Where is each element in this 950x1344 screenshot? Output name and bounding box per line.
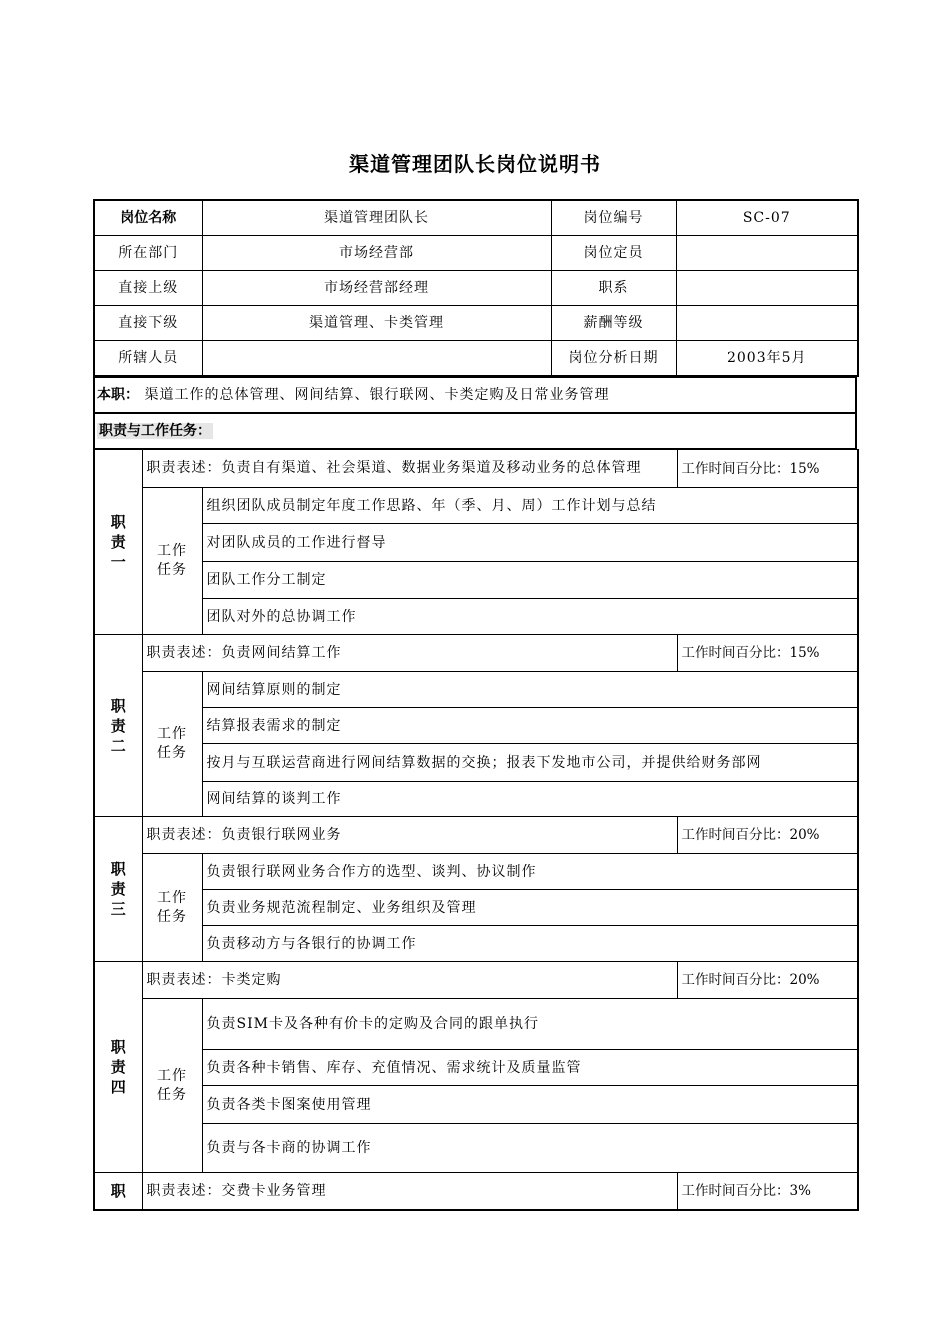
duty-3-description: 职责表述：负责银行联网业务 bbox=[142, 817, 677, 854]
value-staff bbox=[202, 341, 551, 377]
label-job-family: 职系 bbox=[551, 271, 676, 306]
main-role-table bbox=[93, 377, 857, 449]
duties-table bbox=[93, 449, 859, 1211]
duty-5-label: 职 bbox=[94, 1173, 142, 1210]
value-department: 市场经营部 bbox=[202, 236, 551, 271]
duty-1-label: 职 责 一 bbox=[94, 450, 142, 635]
value-analysis-date: 2003年5月 bbox=[676, 341, 858, 377]
duty-4-task-label: 工作 任务 bbox=[142, 999, 202, 1173]
label-salary-grade: 薪酬等级 bbox=[551, 306, 676, 341]
main-role-text: 渠道工作的总体管理、网间结算、银行联网、卡类定购及日常业务管理 bbox=[144, 387, 610, 403]
job-description-form bbox=[93, 199, 857, 1211]
duty-4-task-4: 负责与各卡商的协调工作 bbox=[202, 1124, 858, 1173]
page-title: 渠道管理团队长岗位说明书 bbox=[349, 152, 601, 176]
duty-3-task-3: 负责移动方与各银行的协调工作 bbox=[202, 926, 858, 962]
label-department: 所在部门 bbox=[94, 236, 202, 271]
duty-1-task-label: 工作 任务 bbox=[142, 488, 202, 635]
duty-2-task-2: 结算报表需求的制定 bbox=[202, 708, 858, 744]
duty-2-time-percent: 工作时间百分比：15% bbox=[677, 635, 858, 672]
duty-3-task-2: 负责业务规范流程制定、业务组织及管理 bbox=[202, 890, 858, 926]
duty-3-time-percent: 工作时间百分比：20% bbox=[677, 817, 858, 854]
value-direct-subordinate: 渠道管理、卡类管理 bbox=[202, 306, 551, 341]
duty-4-task-2: 负责各种卡销售、库存、充值情况、需求统计及质量监管 bbox=[202, 1050, 858, 1086]
label-position-name: 岗位名称 bbox=[94, 200, 202, 236]
duty-5-description: 职责表述：交费卡业务管理 bbox=[142, 1173, 677, 1210]
label-headcount: 岗位定员 bbox=[551, 236, 676, 271]
duty-1-task-1: 组织团队成员制定年度工作思路、年（季、月、周）工作计划与总结 bbox=[202, 488, 858, 524]
duty-1-time-percent: 工作时间百分比：15% bbox=[677, 450, 858, 488]
duty-5-time-percent: 工作时间百分比：3% bbox=[677, 1173, 858, 1210]
label-staff: 所辖人员 bbox=[94, 341, 202, 377]
label-direct-subordinate: 直接下级 bbox=[94, 306, 202, 341]
duty-2-description: 职责表述：负责网间结算工作 bbox=[142, 635, 677, 672]
value-salary-grade bbox=[676, 306, 858, 341]
duty-4-label: 职 责 四 bbox=[94, 962, 142, 1173]
duty-3-task-label: 工作 任务 bbox=[142, 854, 202, 962]
duty-4-description: 职责表述：卡类定购 bbox=[142, 962, 677, 999]
duty-4-task-3: 负责各类卡图案使用管理 bbox=[202, 1086, 858, 1124]
duty-2-label: 职 责 二 bbox=[94, 635, 142, 817]
main-role-row bbox=[94, 378, 856, 414]
label-position-code: 岗位编号 bbox=[551, 200, 676, 236]
duty-3-task-1: 负责银行联网业务合作方的选型、谈判、协议制作 bbox=[202, 854, 858, 890]
label-analysis-date: 岗位分析日期 bbox=[551, 341, 676, 377]
duty-1-task-2: 对团队成员的工作进行督导 bbox=[202, 524, 858, 562]
value-headcount bbox=[676, 236, 858, 271]
value-position-name: 渠道管理团队长 bbox=[202, 200, 551, 236]
duty-4-task-1: 负责SIM卡及各种有价卡的定购及合同的跟单执行 bbox=[202, 999, 858, 1050]
duty-4-time-percent: 工作时间百分比：20% bbox=[677, 962, 858, 999]
value-job-family bbox=[676, 271, 858, 306]
duty-2-task-3: 按月与互联运营商进行网间结算数据的交换；报表下发地市公司，并提供给财务部网 bbox=[202, 744, 858, 782]
main-role-label: 本职： bbox=[97, 387, 139, 403]
label-direct-superior: 直接上级 bbox=[94, 271, 202, 306]
duty-1-description: 职责表述：负责自有渠道、社会渠道、数据业务渠道及移动业务的总体管理 bbox=[142, 450, 677, 488]
duty-1-task-3: 团队工作分工制定 bbox=[202, 562, 858, 599]
duty-3-label: 职 责 三 bbox=[94, 817, 142, 962]
duty-1-task-4: 团队对外的总协调工作 bbox=[202, 599, 858, 635]
duty-2-task-1: 网间结算原则的制定 bbox=[202, 672, 858, 708]
duty-2-task-4: 网间结算的谈判工作 bbox=[202, 782, 858, 817]
info-table bbox=[93, 199, 859, 377]
duties-header: 职责与工作任务： bbox=[99, 423, 211, 439]
value-position-code: SC-07 bbox=[676, 200, 858, 236]
duty-2-task-label: 工作 任务 bbox=[142, 672, 202, 817]
value-direct-superior: 市场经营部经理 bbox=[202, 271, 551, 306]
duties-header-row bbox=[94, 413, 856, 449]
